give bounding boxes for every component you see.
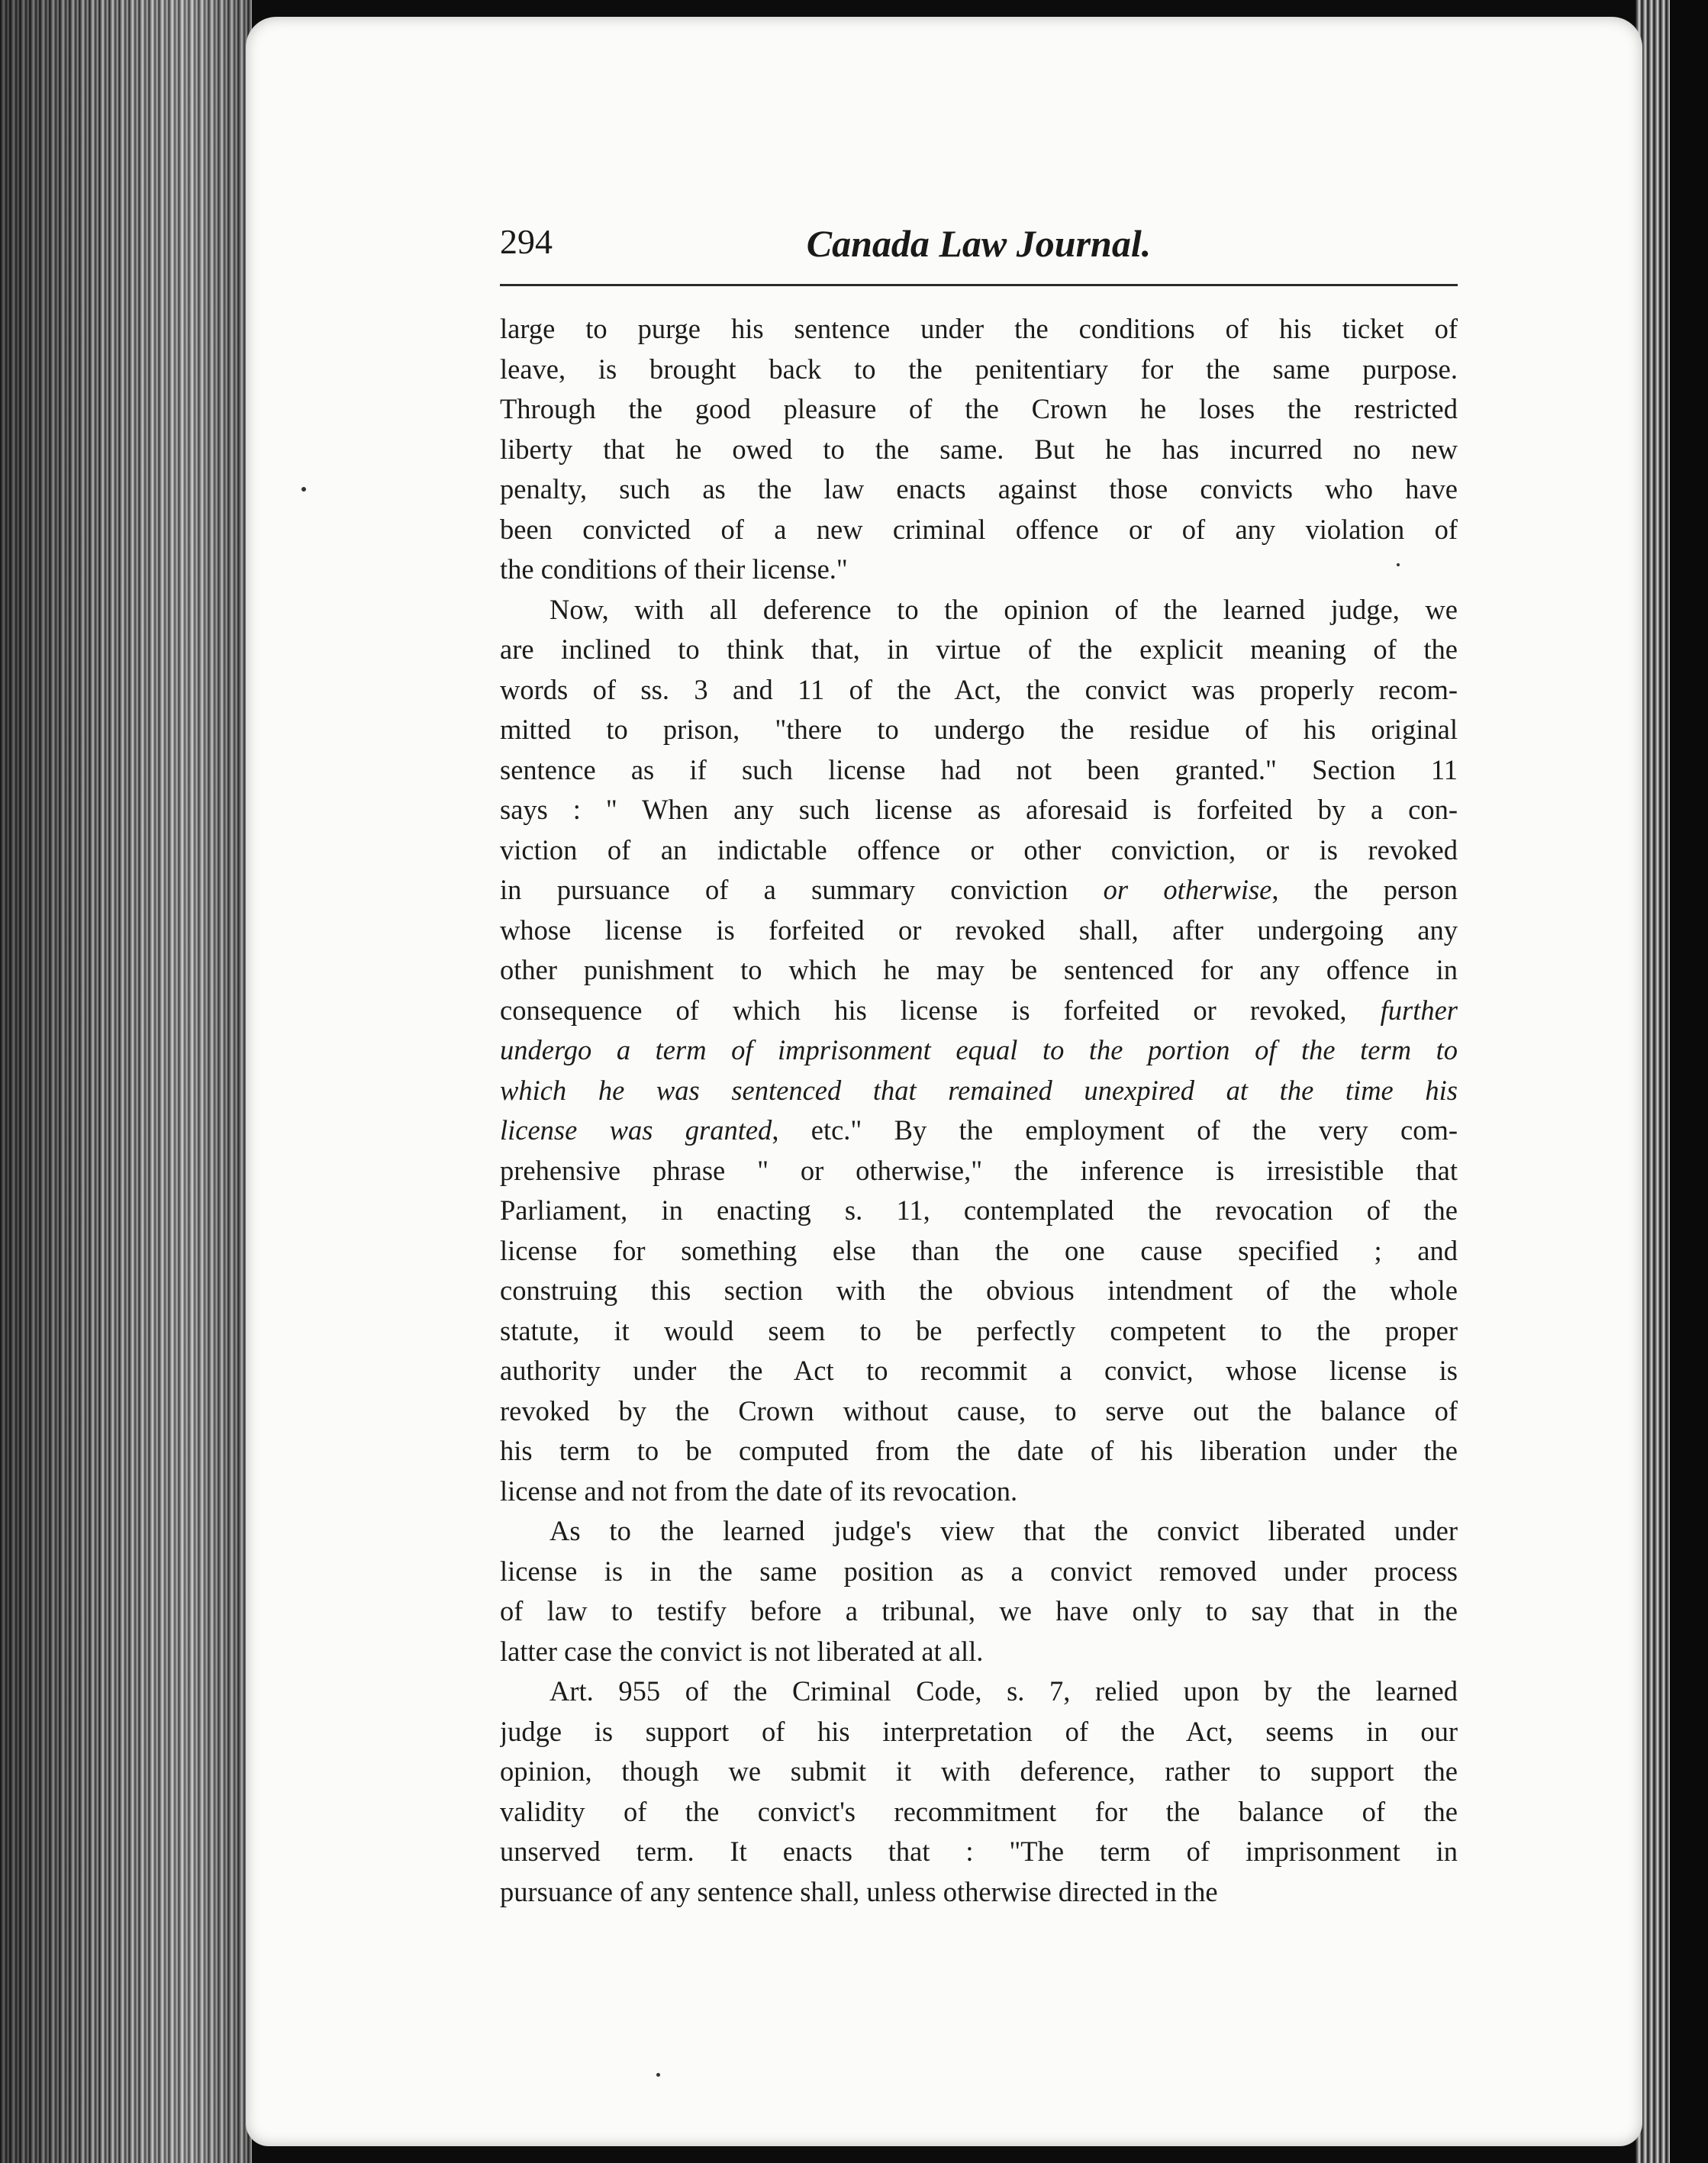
- text-line: [500, 1030, 1458, 1071]
- text-run: statute, it would seem to be perfectly competent to the proper: [500, 1314, 1458, 1346]
- text-run: been convicted of a new criminal offence or of any violation of: [500, 513, 1458, 545]
- text-line: [500, 830, 1458, 871]
- text-run: other punishment to which he may be sentenced for any offence in: [500, 954, 1458, 985]
- text-run: Through the good pleasure of the Crown he loses the restricted: [500, 393, 1458, 424]
- text-line: [500, 790, 1458, 830]
- header-rule: [500, 284, 1458, 286]
- text-run: validity of the convict's recommitment for the balance of the: [500, 1795, 1458, 1827]
- text-line: [500, 590, 1458, 630]
- text-line: [500, 870, 1458, 911]
- text-line: [500, 1071, 1458, 1111]
- page-header: [500, 221, 1458, 275]
- text-run: , etc." By the employment of the very com-: [772, 1114, 1458, 1146]
- text-line: [500, 1351, 1458, 1391]
- text-line: [500, 1391, 1458, 1432]
- text-run: revoked by the Crown without cause, to serve out the balance of: [500, 1394, 1458, 1426]
- text-run: construing this section with the obvious intendment of the whole: [500, 1275, 1458, 1306]
- text-line: [500, 309, 1458, 350]
- text-run: words of ss. 3 and 11 of the Act, the convict was properly recom-: [500, 673, 1458, 705]
- text-run: Art. 955 of the Criminal Code, s. 7, relied upon by the learned: [549, 1675, 1458, 1707]
- text-line: [500, 510, 1458, 550]
- text-run: latter case the convict is not liberated at all.: [500, 1635, 984, 1667]
- text-line: [500, 750, 1458, 791]
- text-run: leave, is brought back to the penitentiary for the same purpose.: [500, 353, 1458, 385]
- text-line: [500, 430, 1458, 470]
- scan-speck: [656, 2073, 660, 2077]
- text-line: [500, 389, 1458, 430]
- paragraph: [500, 590, 1458, 1512]
- text-run: prehensive phrase " or otherwise," the inference is irresistible that: [500, 1154, 1458, 1186]
- text-run: , the person: [1271, 874, 1458, 905]
- text-line: [500, 1752, 1458, 1792]
- text-line: [500, 630, 1458, 670]
- text-run: Parliament, in enacting s. 11, contemplated the revocation of the: [500, 1194, 1458, 1226]
- text-run: authority under the Act to recommit a convict, whose license is: [500, 1355, 1458, 1386]
- text-line: [500, 1431, 1458, 1472]
- text-run: viction of an indictable offence or other conviction, or is revoked: [500, 833, 1458, 866]
- italic-text: or otherwise: [1103, 874, 1272, 905]
- text-line: [500, 911, 1458, 951]
- text-line: [500, 1191, 1458, 1231]
- text-run: says : " When any such license as aforesaid is forfeited by a con-: [500, 794, 1458, 825]
- text-line: [500, 991, 1458, 1031]
- text-line: [500, 1591, 1458, 1632]
- italic-text: which he was sentenced that remained unexpired at the time his: [500, 1074, 1458, 1106]
- text-run: his term to be computed from the date of his liberation under the: [500, 1435, 1458, 1466]
- text-line: [500, 1151, 1458, 1191]
- text-line: [500, 1472, 1458, 1512]
- text-run: unserved term. It enacts that : "The term of imprisonment in: [500, 1836, 1458, 1867]
- text-run: liberty that he owed to the same. But he has incurred no new: [500, 433, 1458, 465]
- text-run: in pursuance of a summary conviction: [500, 874, 1104, 905]
- text-line: [500, 1271, 1458, 1311]
- text-run: mitted to prison, "there to undergo the residue of his original: [500, 714, 1458, 745]
- text-run: the conditions of their license.": [500, 553, 848, 585]
- text-run: consequence of which his license is forfeited or revoked,: [500, 994, 1381, 1026]
- text-run: license for something else than the one cause specified ; and: [500, 1234, 1458, 1266]
- paragraph: [500, 1511, 1458, 1671]
- article-body: [500, 309, 1458, 1912]
- text-line: [500, 1511, 1458, 1552]
- italic-text: undergo a term of imprisonment equal to the portion of the term to: [500, 1034, 1458, 1065]
- text-line: [500, 1231, 1458, 1272]
- paragraph: [500, 1671, 1458, 1912]
- italic-text: further: [1380, 994, 1458, 1026]
- text-run: license is in the same position as a convict removed under process: [500, 1555, 1458, 1587]
- text-run: whose license is forfeited or revoked shall, after undergoing any: [500, 914, 1458, 946]
- text-line: [500, 1311, 1458, 1352]
- right-border: [1670, 0, 1708, 2163]
- text-run: license and not from the date of its revocation.: [500, 1475, 1018, 1507]
- text-line: [500, 1832, 1458, 1872]
- text-line: [500, 950, 1458, 991]
- text-line: [500, 1712, 1458, 1752]
- text-run: are inclined to think that, in virtue of the explicit meaning of the: [500, 633, 1458, 665]
- text-line: [500, 550, 1458, 590]
- text-line: [500, 670, 1458, 711]
- paragraph: [500, 309, 1458, 590]
- text-run: sentence as if such license had not been granted." Section 11: [500, 753, 1458, 785]
- spine-shadow: [0, 0, 252, 2163]
- text-run: As to the learned judge's view that the convict liberated under: [549, 1515, 1458, 1546]
- text-line: [500, 350, 1458, 390]
- text-line: [500, 1111, 1458, 1151]
- text-line: [500, 469, 1458, 510]
- text-line: [500, 710, 1458, 750]
- running-title: Canada Law Journal.: [806, 222, 1152, 265]
- text-line: [500, 1632, 1458, 1672]
- text-run: of law to testify before a tribunal, we have only to say that in the: [500, 1595, 1458, 1626]
- text-run: penalty, such as the law enacts against those convicts who have: [500, 473, 1458, 504]
- text-run: judge is support of his interpretation of the Act, seems in our: [500, 1715, 1458, 1747]
- text-line: [500, 1872, 1458, 1913]
- italic-text: license was granted: [500, 1114, 772, 1146]
- text-run: opinion, though we submit it with deference, rather to support the: [500, 1755, 1458, 1787]
- scan-speck: [1397, 563, 1400, 566]
- page-number: 294: [500, 222, 553, 261]
- text-line: [500, 1671, 1458, 1712]
- text-run: Now, with all deference to the opinion of the learned judge, we: [549, 593, 1458, 625]
- text-run: pursuance of any sentence shall, unless otherwise directed in the: [500, 1875, 1218, 1907]
- text-run: large to purge his sentence under the conditions of his ticket of: [500, 313, 1458, 344]
- text-line: [500, 1552, 1458, 1592]
- text-line: [500, 1792, 1458, 1833]
- scan-speck: [301, 487, 306, 492]
